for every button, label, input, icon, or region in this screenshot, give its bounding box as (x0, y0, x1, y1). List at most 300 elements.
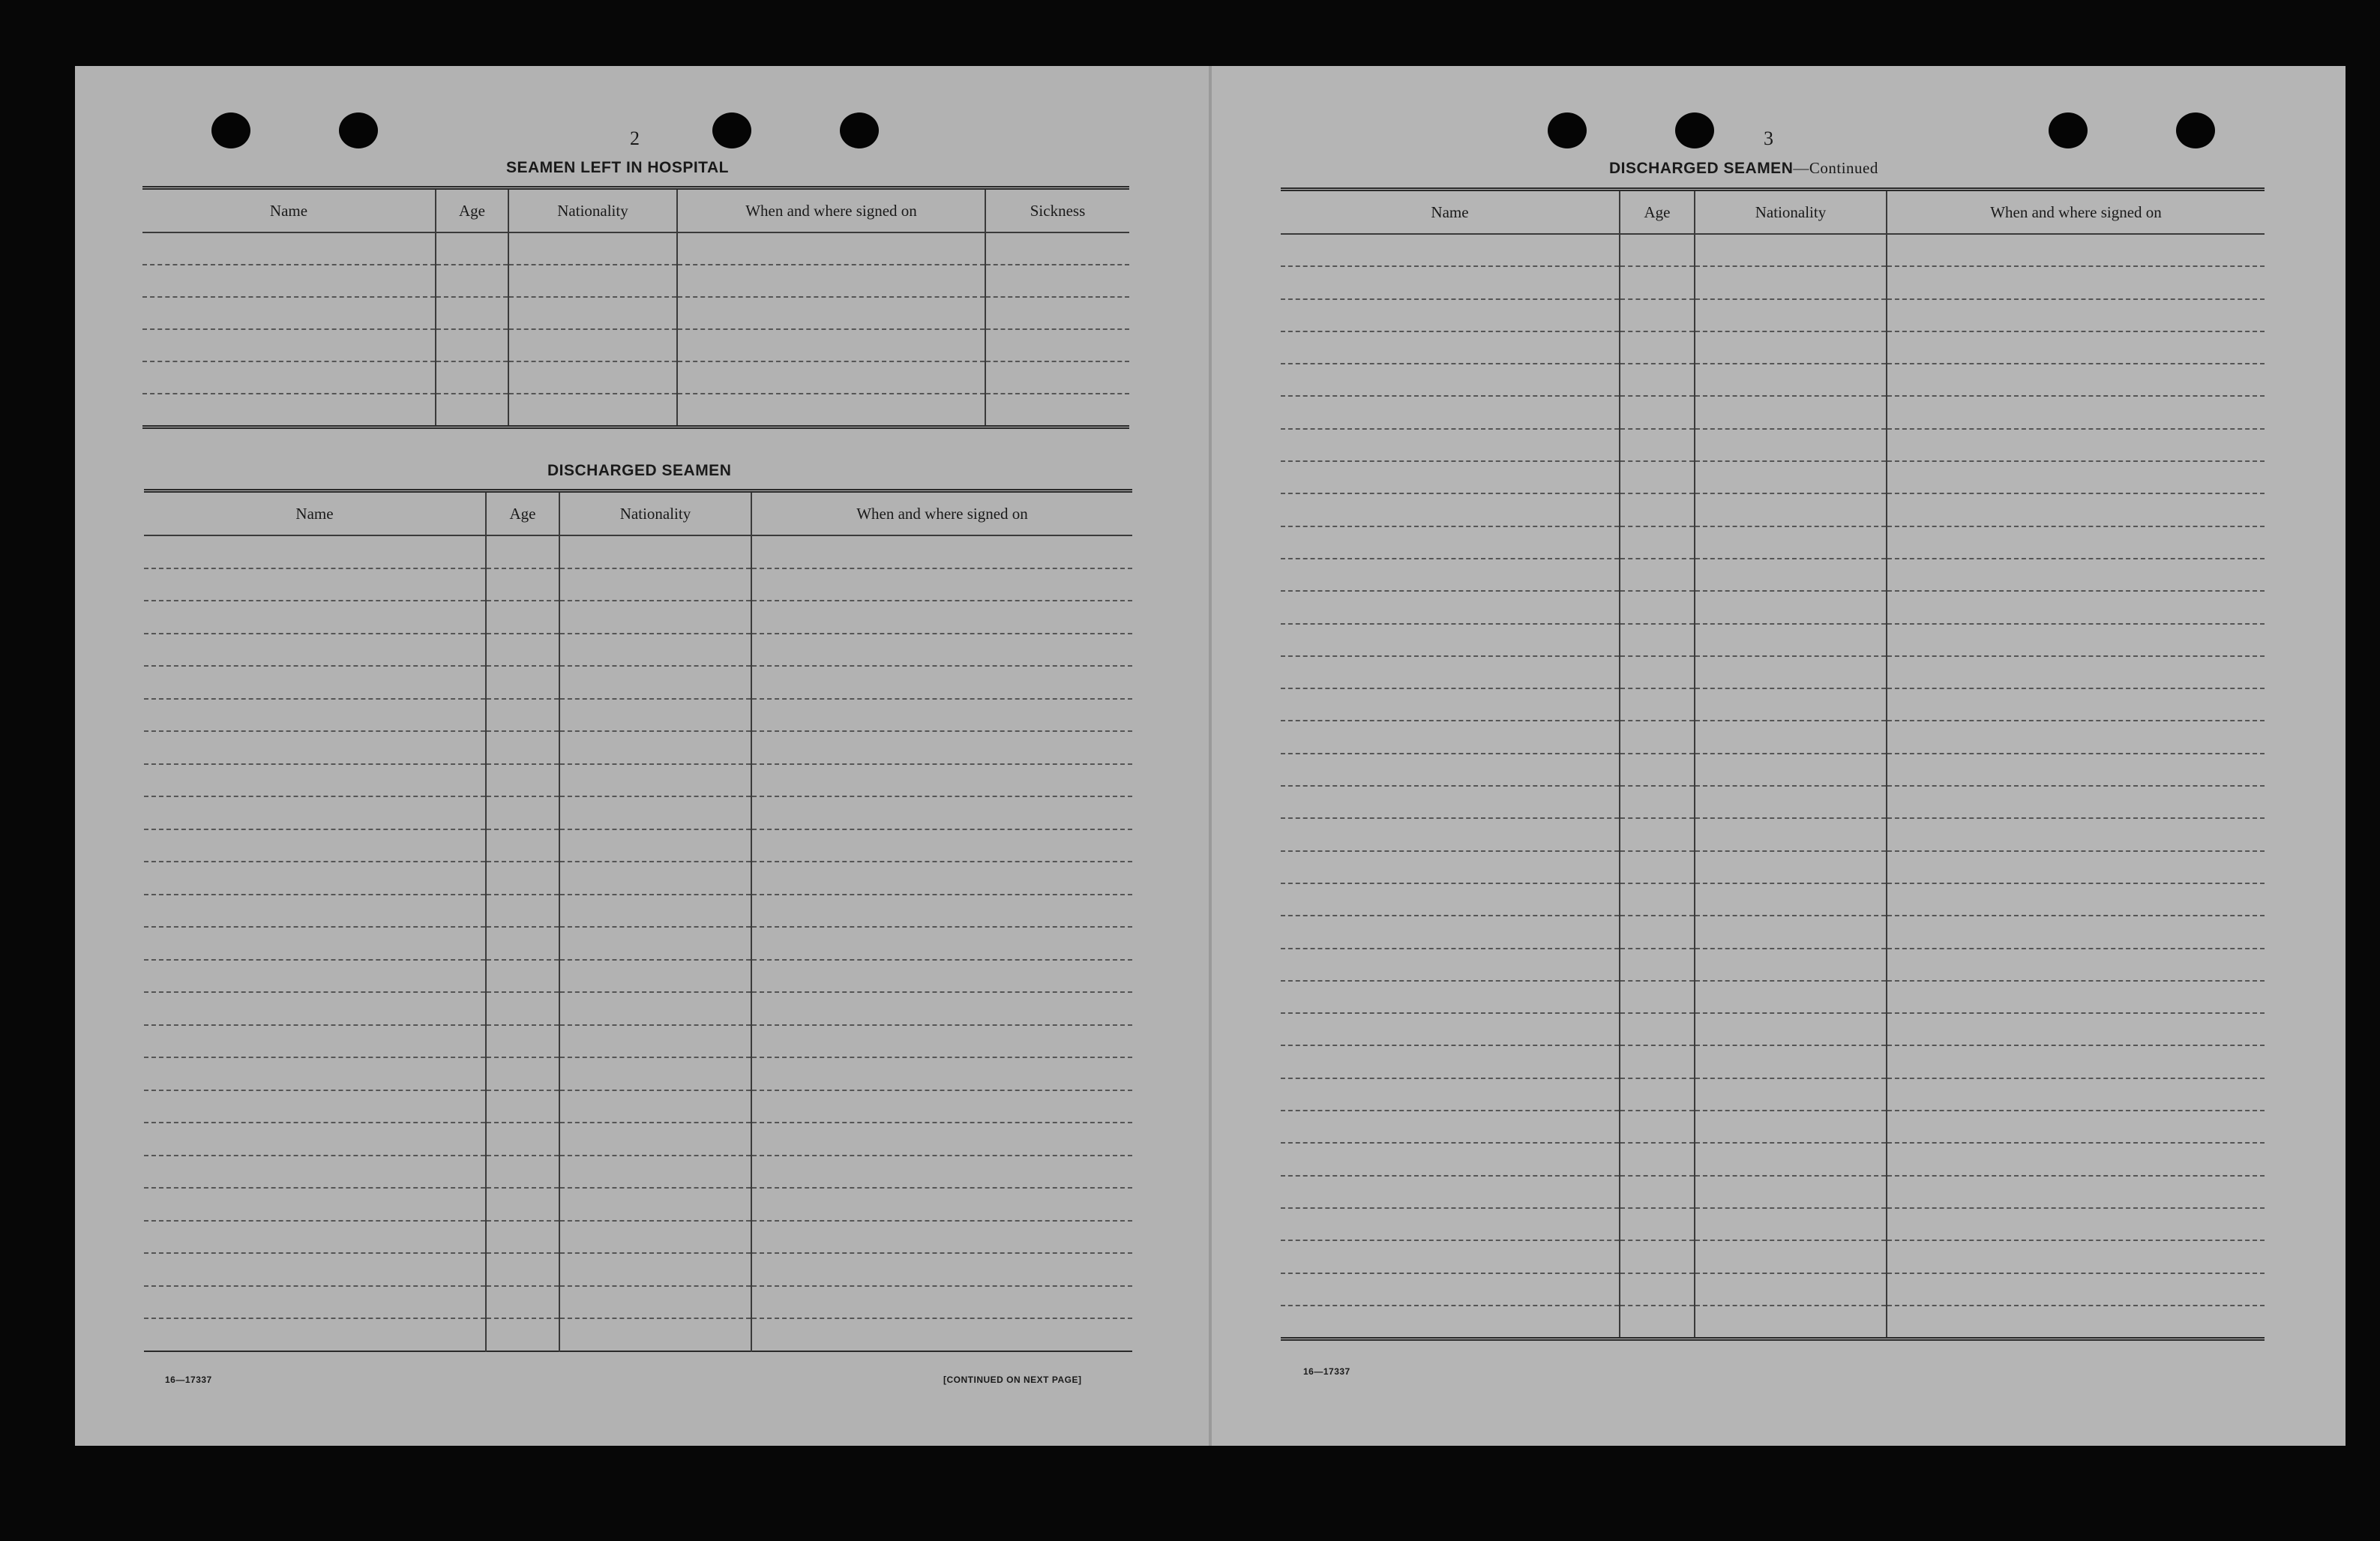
table-cell (486, 895, 559, 928)
table-cell (1695, 1273, 1887, 1306)
table-cell (751, 1318, 1132, 1351)
table-row (144, 634, 1132, 667)
table-row (144, 731, 1132, 764)
table-cell (508, 297, 677, 329)
table-cell (751, 1025, 1132, 1058)
table-cell (486, 1221, 559, 1254)
table-cell (486, 535, 559, 568)
discharged-table (144, 489, 1132, 1352)
column-header-age: Age (486, 491, 559, 536)
table-row (144, 1286, 1132, 1319)
table-cell (751, 568, 1132, 601)
table-cell (144, 796, 486, 829)
form-code: 16—17337 (165, 1375, 212, 1385)
table-row (144, 1221, 1132, 1254)
table-row (1281, 1273, 2265, 1306)
table-cell (1887, 1208, 2265, 1240)
table-cell (1281, 234, 1620, 266)
table-cell (1887, 721, 2265, 753)
table-cell (144, 862, 486, 895)
table-cell (1887, 1240, 2265, 1273)
table-cell (751, 1156, 1132, 1189)
table-cell (751, 764, 1132, 797)
table-cell (486, 1253, 559, 1286)
right-page (1212, 66, 2346, 1446)
table-cell (1281, 1208, 1620, 1240)
table-row (144, 1253, 1132, 1286)
table-cell (1695, 656, 1887, 688)
table-cell (142, 361, 436, 394)
table-row (144, 699, 1132, 732)
table-cell (486, 1057, 559, 1090)
table-row (1281, 754, 2265, 786)
table-cell (1620, 299, 1695, 331)
table-cell (1695, 331, 1887, 364)
discharged-section-title: DISCHARGED SEAMEN (547, 462, 732, 479)
table-cell (1887, 266, 2265, 298)
table-cell (1695, 1045, 1887, 1078)
table-cell (1281, 1078, 1620, 1111)
table-header-row (142, 188, 1129, 233)
table-cell (559, 1253, 751, 1286)
table-row (142, 394, 1129, 427)
table-cell (486, 796, 559, 829)
table-row (1281, 624, 2265, 656)
table-cell (1887, 1273, 2265, 1306)
table-cell (751, 731, 1132, 764)
table-cell (559, 601, 751, 634)
table-cell (559, 666, 751, 699)
table-cell (144, 1025, 486, 1058)
table-cell (486, 1123, 559, 1156)
table-cell (1281, 786, 1620, 818)
table-row (1281, 396, 2265, 428)
table-row (142, 297, 1129, 329)
table-cell (1695, 786, 1887, 818)
table-cell (1695, 559, 1887, 591)
table-row (142, 361, 1129, 394)
table-cell (1695, 981, 1887, 1013)
table-cell (508, 394, 677, 427)
column-header-nationality: Nationality (559, 491, 751, 536)
table-row (144, 927, 1132, 960)
table-row (1281, 1111, 2265, 1143)
table-cell (144, 1123, 486, 1156)
table-cell (1887, 1111, 2265, 1143)
table-cell (559, 796, 751, 829)
column-header-nationality: Nationality (508, 188, 677, 233)
table-cell (1620, 526, 1695, 559)
table-cell (751, 927, 1132, 960)
column-header-nationality: Nationality (1695, 190, 1887, 235)
table-cell (1887, 526, 2265, 559)
table-cell (486, 927, 559, 960)
table-cell (1887, 754, 2265, 786)
table-cell (1695, 364, 1887, 396)
table-cell (1887, 1306, 2265, 1339)
table-cell (677, 232, 985, 265)
table-row (144, 666, 1132, 699)
table-cell (1620, 883, 1695, 916)
table-cell (1695, 818, 1887, 850)
table-cell (1620, 396, 1695, 428)
table-row (1281, 299, 2265, 331)
table-row (1281, 526, 2265, 559)
table-cell (1281, 299, 1620, 331)
table-cell (1281, 688, 1620, 721)
table-row (1281, 981, 2265, 1013)
table-cell (486, 634, 559, 667)
section-title-text: DISCHARGED SEAMEN (1609, 160, 1794, 177)
table-cell (1281, 429, 1620, 461)
table-cell (1620, 493, 1695, 526)
table-row (1281, 331, 2265, 364)
table-cell (559, 1318, 751, 1351)
table-cell (1887, 364, 2265, 396)
table-row (1281, 493, 2265, 526)
table-cell (1887, 656, 2265, 688)
table-cell (436, 329, 508, 361)
table-cell (559, 1221, 751, 1254)
column-header-sickness: Sickness (985, 188, 1129, 233)
table-cell (677, 329, 985, 361)
table-cell (486, 601, 559, 634)
table-cell (559, 960, 751, 993)
table-cell (1620, 266, 1695, 298)
table-cell (1887, 396, 2265, 428)
table-cell (677, 394, 985, 427)
table-cell (1620, 624, 1695, 656)
table-cell (1620, 234, 1695, 266)
table-cell (486, 862, 559, 895)
table-row (144, 1057, 1132, 1090)
table-cell (1695, 721, 1887, 753)
punch-hole (2176, 112, 2215, 148)
table-cell (1887, 1176, 2265, 1208)
table-row (1281, 949, 2265, 981)
table-cell (1695, 916, 1887, 948)
table-cell (1281, 818, 1620, 850)
document-sheet (75, 66, 2346, 1446)
table-cell (751, 666, 1132, 699)
table-cell (677, 361, 985, 394)
table-cell (1281, 916, 1620, 948)
table-cell (1281, 1273, 1620, 1306)
table-cell (1620, 1240, 1695, 1273)
table-row (144, 992, 1132, 1025)
table-cell (751, 1123, 1132, 1156)
punch-hole (1548, 112, 1587, 148)
table-cell (1695, 266, 1887, 298)
table-row (1281, 461, 2265, 493)
table-cell (436, 297, 508, 329)
section-title-suffix: —Continued (1793, 159, 1878, 177)
table-row (144, 1123, 1132, 1156)
table-row (1281, 786, 2265, 818)
table-cell (1887, 493, 2265, 526)
table-cell (1695, 754, 1887, 786)
table-cell (1281, 624, 1620, 656)
table-cell (1281, 1045, 1620, 1078)
table-cell (486, 764, 559, 797)
table-cell (486, 699, 559, 732)
table-cell (1695, 1306, 1887, 1339)
table-cell (144, 829, 486, 862)
table-cell (1695, 1176, 1887, 1208)
table-header-row (144, 491, 1132, 536)
discharged-continued-title (1609, 159, 1878, 178)
table-cell (1695, 526, 1887, 559)
table-cell (486, 1318, 559, 1351)
table-cell (1695, 493, 1887, 526)
table-cell (144, 1318, 486, 1351)
table-row (1281, 1240, 2265, 1273)
table-cell (144, 1090, 486, 1123)
table-cell (751, 960, 1132, 993)
table-cell (508, 232, 677, 265)
table-cell (1281, 461, 1620, 493)
table-row (142, 329, 1129, 361)
table-cell (486, 1090, 559, 1123)
table-cell (1620, 1111, 1695, 1143)
table-row (144, 601, 1132, 634)
table-cell (559, 1025, 751, 1058)
column-header-signed-on: When and where signed on (1887, 190, 2265, 235)
form-code: 16—17337 (1303, 1366, 1350, 1377)
punch-hole (1675, 112, 1714, 148)
table-cell (436, 265, 508, 297)
table-cell (1887, 429, 2265, 461)
table-cell (1620, 1013, 1695, 1045)
table-cell (985, 265, 1129, 297)
table-row (144, 960, 1132, 993)
left-page (75, 66, 1209, 1446)
table-cell (486, 731, 559, 764)
table-cell (1887, 624, 2265, 656)
column-header-name: Name (144, 491, 486, 536)
table-row (144, 568, 1132, 601)
column-header-name: Name (1281, 190, 1620, 235)
table-cell (144, 568, 486, 601)
column-header-signed-on: When and where signed on (677, 188, 985, 233)
table-cell (559, 1286, 751, 1319)
table-cell (1887, 981, 2265, 1013)
table-cell (1281, 981, 1620, 1013)
table-row (142, 232, 1129, 265)
column-header-age: Age (1620, 190, 1695, 235)
continued-note: [CONTINUED ON NEXT PAGE] (943, 1375, 1082, 1385)
table-cell (1887, 1045, 2265, 1078)
table-row (1281, 721, 2265, 753)
table-cell (985, 361, 1129, 394)
table-cell (559, 1156, 751, 1189)
table-cell (144, 634, 486, 667)
table-cell (1281, 526, 1620, 559)
table-cell (1695, 883, 1887, 916)
table-cell (508, 265, 677, 297)
table-cell (1620, 461, 1695, 493)
table-cell (486, 1156, 559, 1189)
table-cell (985, 297, 1129, 329)
table-cell (751, 829, 1132, 862)
table-row (144, 535, 1132, 568)
table-cell (1695, 1111, 1887, 1143)
table-cell (751, 699, 1132, 732)
table-cell (1695, 949, 1887, 981)
table-cell (1281, 883, 1620, 916)
table-cell (436, 361, 508, 394)
table-cell (559, 699, 751, 732)
table-cell (751, 796, 1132, 829)
table-cell (1695, 688, 1887, 721)
table-cell (1887, 461, 2265, 493)
table-cell (1281, 1111, 1620, 1143)
punch-hole (840, 112, 879, 148)
table-cell (559, 992, 751, 1025)
table-row (1281, 591, 2265, 623)
table-row (144, 862, 1132, 895)
table-cell (1887, 883, 2265, 916)
table-cell (144, 992, 486, 1025)
table-cell (751, 862, 1132, 895)
table-row (144, 1025, 1132, 1058)
table-cell (1281, 493, 1620, 526)
table-row (144, 1090, 1132, 1123)
punch-hole (339, 112, 378, 148)
table-cell (486, 666, 559, 699)
table-cell (751, 1253, 1132, 1286)
table-cell (142, 329, 436, 361)
table-cell (486, 992, 559, 1025)
table-cell (144, 1188, 486, 1221)
table-cell (1620, 1273, 1695, 1306)
table-cell (142, 297, 436, 329)
table-cell (1620, 851, 1695, 883)
table-cell (1695, 1078, 1887, 1111)
table-cell (144, 666, 486, 699)
table-cell (751, 535, 1132, 568)
table-cell (1281, 754, 1620, 786)
table-cell (1620, 559, 1695, 591)
table-cell (751, 601, 1132, 634)
table-row (1281, 559, 2265, 591)
table-cell (486, 1025, 559, 1058)
table-row (1281, 916, 2265, 948)
table-cell (1620, 721, 1695, 753)
table-cell (1620, 1176, 1695, 1208)
table-row (144, 764, 1132, 797)
table-cell (1281, 949, 1620, 981)
table-cell (1281, 1176, 1620, 1208)
table-row (1281, 1143, 2265, 1175)
table-cell (1620, 818, 1695, 850)
table-row (144, 1156, 1132, 1189)
table-cell (1887, 851, 2265, 883)
table-cell (751, 1057, 1132, 1090)
table-cell (985, 232, 1129, 265)
table-cell (1695, 624, 1887, 656)
table-row (1281, 234, 2265, 266)
table-cell (1620, 591, 1695, 623)
table-cell (1281, 331, 1620, 364)
table-cell (142, 265, 436, 297)
table-cell (142, 394, 436, 427)
table-cell (559, 731, 751, 764)
table-cell (508, 329, 677, 361)
table-cell (677, 297, 985, 329)
table-cell (559, 1090, 751, 1123)
table-cell (1695, 429, 1887, 461)
hospital-section-title: SEAMEN LEFT IN HOSPITAL (506, 159, 729, 176)
table-row (144, 796, 1132, 829)
table-cell (1887, 949, 2265, 981)
table-cell (1887, 818, 2265, 850)
punch-hole (712, 112, 751, 148)
table-cell (559, 927, 751, 960)
table-cell (1887, 1013, 2265, 1045)
table-cell (1281, 851, 1620, 883)
page-number: 2 (630, 127, 640, 149)
table-cell (144, 535, 486, 568)
table-cell (486, 568, 559, 601)
table-cell (1887, 331, 2265, 364)
table-cell (144, 764, 486, 797)
table-cell (142, 232, 436, 265)
table-cell (1281, 396, 1620, 428)
table-cell (1695, 234, 1887, 266)
table-header-row (1281, 190, 2265, 235)
table-cell (1620, 1208, 1695, 1240)
table-cell (1281, 559, 1620, 591)
table-cell (144, 731, 486, 764)
table-row (1281, 883, 2265, 916)
table-cell (1281, 721, 1620, 753)
table-cell (1281, 656, 1620, 688)
table-cell (1695, 851, 1887, 883)
table-cell (1620, 364, 1695, 396)
table-cell (144, 1221, 486, 1254)
table-cell (559, 1057, 751, 1090)
table-cell (751, 992, 1132, 1025)
table-cell (144, 601, 486, 634)
hospital-table (142, 186, 1129, 429)
table-row (1281, 1045, 2265, 1078)
table-cell (1620, 981, 1695, 1013)
table-row (1281, 364, 2265, 396)
table-cell (559, 764, 751, 797)
table-cell (1887, 786, 2265, 818)
table-cell (1887, 299, 2265, 331)
table-cell (1281, 1143, 1620, 1175)
column-header-age: Age (436, 188, 508, 233)
table-cell (436, 232, 508, 265)
table-cell (1887, 1078, 2265, 1111)
table-cell (1887, 1143, 2265, 1175)
table-cell (144, 1156, 486, 1189)
table-cell (436, 394, 508, 427)
table-cell (559, 1123, 751, 1156)
table-cell (144, 895, 486, 928)
table-cell (1620, 656, 1695, 688)
table-cell (144, 927, 486, 960)
table-cell (1695, 1208, 1887, 1240)
table-cell (1281, 1013, 1620, 1045)
table-cell (559, 535, 751, 568)
table-cell (1695, 1143, 1887, 1175)
table-cell (1887, 559, 2265, 591)
column-header-name: Name (142, 188, 436, 233)
table-cell (1281, 591, 1620, 623)
